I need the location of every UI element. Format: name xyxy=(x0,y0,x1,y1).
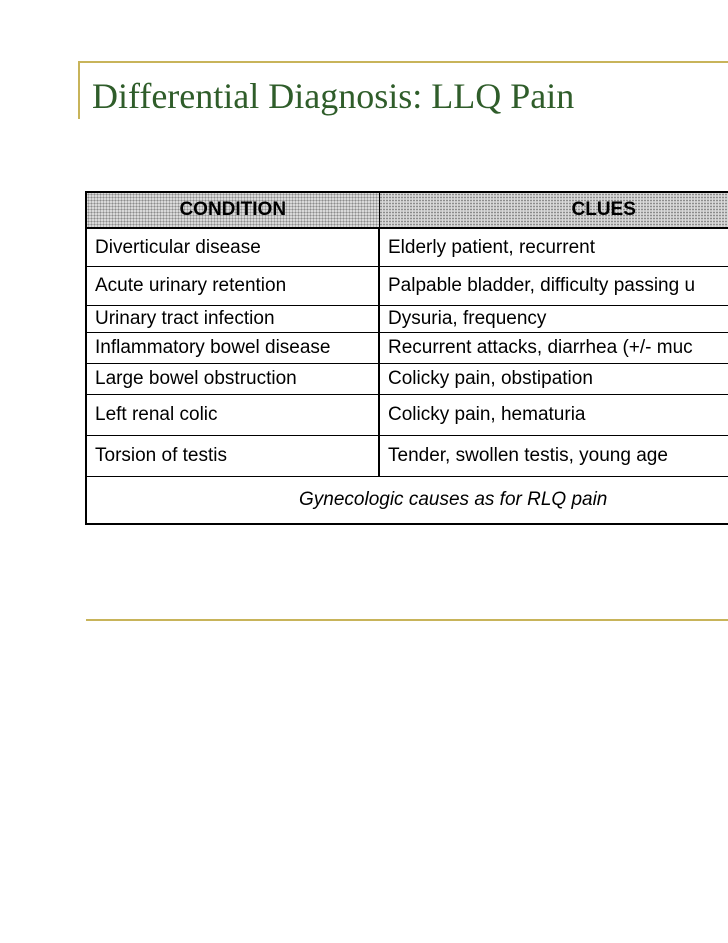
clues-cell: Palpable bladder, difficulty passing u xyxy=(379,267,728,306)
title-left-rule xyxy=(78,61,80,119)
table-row xyxy=(86,306,728,333)
table-row xyxy=(86,267,728,306)
clues-cell: Colicky pain, hematuria xyxy=(379,395,728,436)
table-header-row xyxy=(86,192,728,228)
diagnosis-table-container xyxy=(85,191,728,525)
table-row xyxy=(86,228,728,267)
table-row xyxy=(86,364,728,395)
title-top-rule xyxy=(78,61,728,63)
condition-cell: Inflammatory bowel disease xyxy=(86,333,379,364)
table-row xyxy=(86,395,728,436)
clues-cell: Colicky pain, obstipation xyxy=(379,364,728,395)
slide-title: Differential Diagnosis: LLQ Pain xyxy=(92,76,575,116)
header-condition: CONDITION xyxy=(86,192,379,228)
clues-cell: Dysuria, frequency xyxy=(379,306,728,333)
table-row xyxy=(86,436,728,477)
diagnosis-table xyxy=(85,191,728,525)
condition-cell: Left renal colic xyxy=(86,395,379,436)
clues-cell: Elderly patient, recurrent xyxy=(379,228,728,267)
clues-cell: Recurrent attacks, diarrhea (+/- muc xyxy=(379,333,728,364)
clues-cell: Tender, swollen testis, young age xyxy=(379,436,728,477)
condition-cell: Large bowel obstruction xyxy=(86,364,379,395)
table-row xyxy=(86,333,728,364)
condition-cell: Diverticular disease xyxy=(86,228,379,267)
condition-cell: Torsion of testis xyxy=(86,436,379,477)
condition-cell: Acute urinary retention xyxy=(86,267,379,306)
table-footnote-row xyxy=(86,477,728,525)
content-bottom-rule xyxy=(86,619,728,621)
table-footnote: Gynecologic causes as for RLQ pain xyxy=(86,477,728,525)
header-clues: CLUES xyxy=(379,192,728,228)
condition-cell: Urinary tract infection xyxy=(86,306,379,333)
